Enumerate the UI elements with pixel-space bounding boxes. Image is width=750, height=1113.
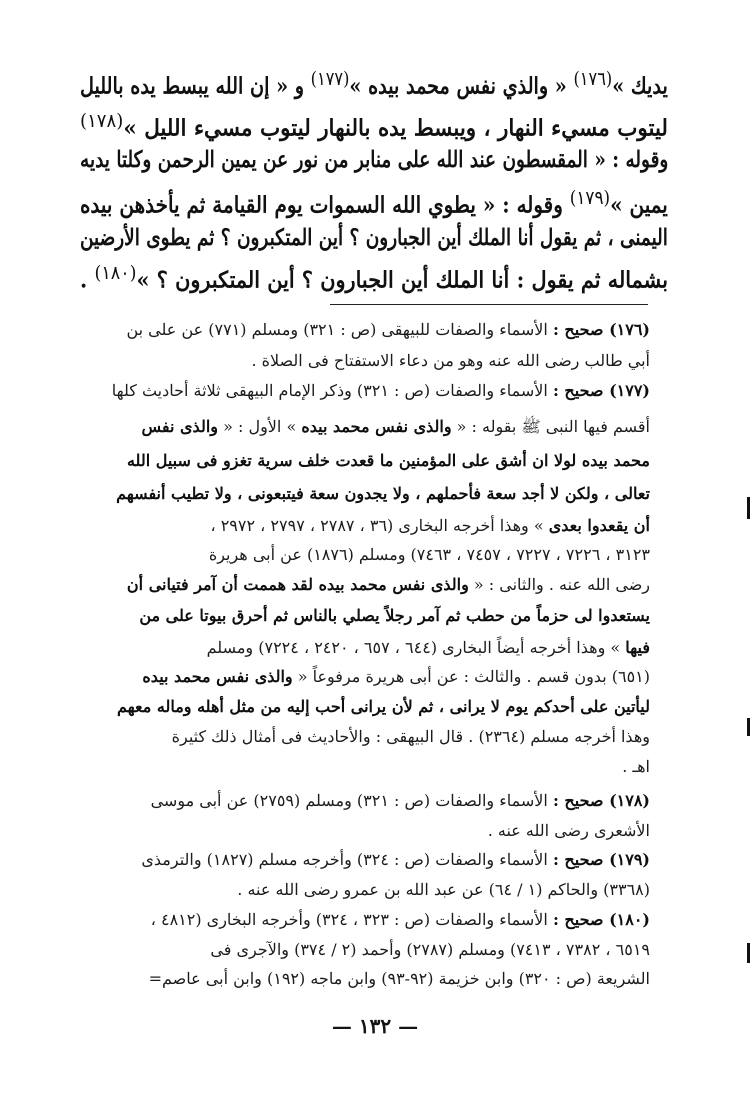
footnote-text: الأسماء والصفات (ص : ٣٢١) ومسلم (٢٧٥٩) عن أبى موسى	[150, 791, 548, 810]
footnote-text: » وهذا أخرجه أيضاً البخارى (٦٤٤ ، ٦٥٧ ، ٢٤٢٠ ، ٧٢٢٤) ومسلم	[206, 638, 626, 657]
footnote-text: (٦٥١) بدون قسم . والثالث : عن أبى هريرة مرفوعاً «	[292, 667, 650, 686]
main-line-6	[80, 262, 668, 294]
footnote-177-line-9	[207, 638, 650, 657]
text-run: و « إن الله يبسط يده بالليل	[80, 73, 311, 100]
footnote-label: (١٧٨) صحيح :	[552, 791, 650, 810]
footnote-bold: يستعدوا لى حزماً من حطب ثم آمر رجلاً يصلي بالناس ثم أحرق بيوتا على من	[139, 606, 650, 625]
footnote-180-line-1	[151, 910, 650, 929]
footnote-text: أبي طالب رضى الله عنه وهو من دعاء الاستفتاح فى الصلاة .	[251, 351, 650, 370]
footnote-text: أقسم فيها النبى ﷺ بقوله : «	[451, 417, 650, 436]
footnote-177-line-11	[117, 697, 650, 716]
main-line-1	[80, 68, 668, 100]
footnote-text: اهـ .	[622, 757, 650, 776]
footnote-ref-176[interactable]: (١٧٦)	[573, 68, 613, 90]
footnote-text: وهذا أخرجه مسلم (٢٣٦٤) . قال البيهقى : والأحاديث فى أمثال ذلك كثيرة	[171, 727, 650, 746]
footnote-177-line-5	[210, 516, 650, 535]
footnote-text: الأسماء والصفات (ص : ٣٢٤) وأخرجه مسلم (١٨٢٧) والترمذى	[141, 850, 548, 869]
footnote-177-line-2	[142, 417, 650, 440]
footnote-ref-178[interactable]: (١٧٨)	[80, 110, 124, 132]
footnote-177-line-6	[209, 545, 650, 564]
footnote-bold: والذى نفس محمد بيده	[301, 417, 452, 436]
footnote-text: الأشعرى رضى الله عنه .	[487, 821, 650, 840]
footnote-bold: محمد بيده لولا ان أشق على المؤمنين ما قعدت خلف سرية تغزو فى سبيل الله	[126, 451, 650, 470]
footnote-bold: والذى نفس محمد بيده لقد هممت أن آمر فتيانى أن	[126, 575, 469, 594]
text-run: بشماله ثم يقول : أنا الملك أين الجبارون ؟ أين المتكبرون ؟ »	[136, 267, 669, 294]
footnote-177-line-8	[139, 606, 650, 625]
main-line-5	[80, 225, 668, 251]
footnote-179-line-2	[237, 880, 650, 899]
footnote-bold: فيها	[625, 638, 650, 657]
footnote-176-line-2	[251, 351, 650, 370]
footnote-text: الأسماء والصفات (ص : ٣٢١) وذكر الإمام البيهقى ثلاثة أحاديث كلها	[111, 381, 548, 400]
text-run: يديك »	[612, 73, 668, 100]
footnote-label: (١٨٠) صحيح :	[552, 910, 650, 929]
text-run: وقوله : « يطوي الله السموات يوم القيامة ثم يأخذهن بيده	[80, 192, 570, 219]
footnote-text: الأسماء والصفات (ص : ٣٢٣ ، ٣٢٤) وأخرجه البخارى (٤٨١٢ ،	[150, 910, 548, 929]
page-number: — ١٣٢ —	[331, 1014, 419, 1038]
main-line-2	[80, 110, 668, 142]
footnote-177-line-13	[622, 757, 650, 776]
footnote-bold: أن يقعدوا بعدى	[548, 516, 650, 535]
footnote-179-line-1	[141, 850, 650, 869]
text-run: وقوله : « المقسطون عند الله على منابر من نور عن يمين الرحمن وكلتا يديه	[79, 147, 668, 173]
footnote-label: (١٧٧) صحيح :	[552, 381, 650, 400]
footnote-text: الشريعة (ص : ٣٢٠) وابن خزيمة (٩٢-٩٣) وابن ماجه (١٩٢) وابن أبى عاصم=	[148, 969, 650, 988]
footnote-177-line-1	[112, 381, 650, 400]
footnote-label: (١٧٦) صحيح :	[552, 320, 650, 339]
footnote-177-line-3	[127, 451, 650, 470]
footnote-177-line-4	[116, 484, 650, 503]
footnote-177-line-7	[127, 575, 650, 594]
footnote-ref-177[interactable]: (١٧٧)	[310, 68, 350, 90]
text-run: اليمنى ، ثم يقول أنا الملك أين الجبارون ؟ أين المتكبرون ؟ ثم يطوى الأرضين	[80, 225, 668, 251]
footnote-text: الأسماء والصفات للبيهقى (ص : ٣٢١) ومسلم (٧٧١) عن على بن	[126, 320, 548, 339]
footnote-180-line-3	[149, 969, 650, 988]
footnote-text: ٣١٢٣ ، ٧٢٢٦ ، ٧٢٢٧ ، ٧٤٥٧ ، ٧٤٦٣) ومسلم (١٨٧٦) عن أبى هريرة	[208, 545, 650, 564]
footnote-label: (١٧٩) صحيح :	[552, 850, 650, 869]
footnote-text: (٣٣٦٨) والحاكم (١ / ٦٤) عن عبد الله بن عمرو رضى الله عنه .	[237, 880, 650, 899]
text-run: ليتوب مسيء النهار ، ويبسط يده بالنهار ليتوب مسيء الليل »	[123, 115, 668, 142]
footnote-text: ٦٥١٩ ، ٧٣٨٢ ، ٧٤١٣) ومسلم (٢٧٨٧) وأحمد (٢ / ٣٧٤) والآجرى فى	[210, 940, 650, 959]
footnote-bold: والذى نفس محمد بيده	[142, 667, 293, 686]
main-line-3	[80, 147, 668, 173]
footnote-separator	[330, 304, 648, 305]
footnote-text: » وهذا أخرجه البخارى (٣٦ ، ٢٧٨٧ ، ٢٧٩٧ ، ٢٩٧٢ ،	[210, 516, 549, 535]
footnote-178-line-2	[488, 821, 650, 840]
footnote-180-line-2	[210, 940, 650, 959]
text-run: يمين »	[610, 192, 668, 219]
footnote-178-line-1	[151, 791, 650, 810]
text-run: .	[80, 267, 95, 294]
footnote-bold: تعالى ، ولكن لا أجد سعة فأحملهم ، ولا يجدون سعة فيتبعونى ، ولا تطيب أنفسهم	[116, 484, 650, 503]
footnote-ref-179[interactable]: (١٧٩)	[569, 187, 611, 209]
footnote-177-line-12	[172, 727, 650, 746]
main-line-4	[80, 187, 668, 219]
footnote-text: رضى الله عنه . والثانى : «	[468, 575, 650, 594]
footnote-bold: والذى نفس	[141, 417, 218, 436]
footnote-176-line-1	[126, 320, 650, 339]
text-run: « والذي نفس محمد بيده »	[349, 73, 574, 100]
footnote-bold: ليأتين على أحدكم يوم لا يرانى ، ثم لأن يرانى أحب إليه من مثل أهله وماله معهم	[117, 697, 650, 716]
footnote-ref-180[interactable]: (١٨٠)	[94, 262, 137, 284]
footnote-text: » الأول : «	[218, 417, 302, 436]
footnote-177-line-10	[142, 667, 650, 686]
